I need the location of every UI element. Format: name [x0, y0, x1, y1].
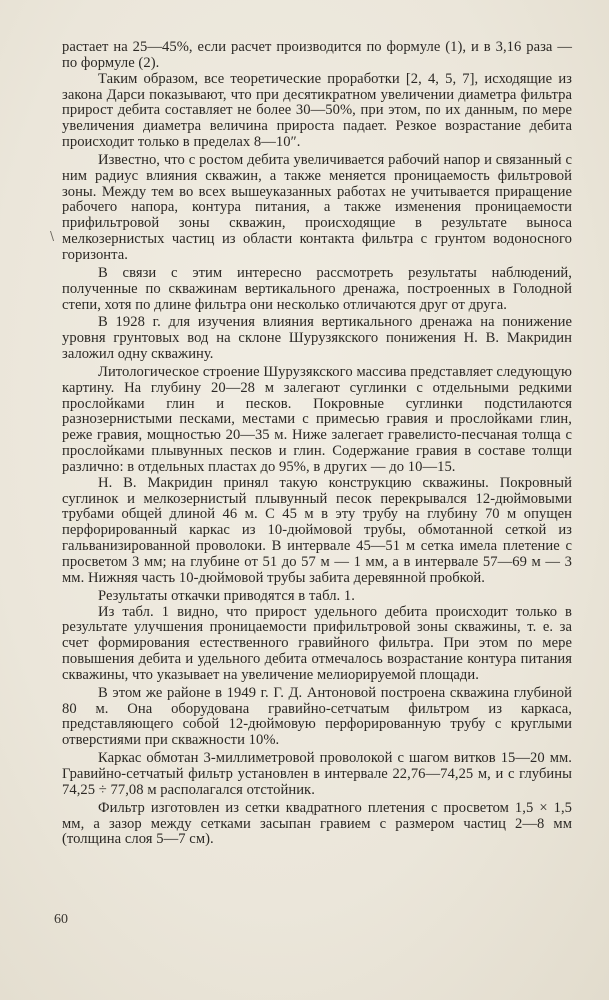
- paragraph-working-head: Известно, что с ростом дебита увеличивается рабочий напор и связанный с ним радиус влияния скважин, а также меняется проницаемость фильтровой зоны. Между тем во всех вышеуказанных работах не учитывается приращение рабочего напора, контура питания, а также изменения проницаемости прифильтровой зоны скважин, происходящие в результате выноса мелкозернистых частиц из области контакта фильтра с грунтом водоносного горизонта.: [62, 151, 572, 263]
- paragraph-darcy-theory: Таким образом, все теоретические проработки [2, 4, 5, 7], исходящие из закона Дарси показывают, что при десятикратном увеличении диаметра фильтра прирост дебита составляет не более 30—50%, при этом, по их данным, по мере увеличения диаметра величина прироста падает. Резкое возрастание дебита происходит только в пределах 8—10″.: [62, 70, 572, 151]
- paragraph-well-construction: Н. В. Макридин принял такую конструкцию скважины. Покровный суглинок и мелкозернистый плывунный песок перекрывался 12-дюймовыми трубами общей длиной 46 м. С 45 м в эту трубу на глубину 70 м опущен перфорированный каркас из 10-дюймовой трубы, обмотанной сеткой из гальванизированной проволоки. В интервале 45—51 м сетка имела плетение с просветом 3 мм; на глубине от 51 до 57 м — 1 мм, а в интервале 57—69 м — 3 мм. Нижняя часть 10-дюймовой трубы забита деревянной пробкой.: [62, 474, 572, 586]
- margin-mark: \: [50, 229, 55, 243]
- paragraph-frame-winding: Каркас обмотан 3-миллиметровой проволокой с шагом витков 15—20 мм. Гравийно-сетчатый фильтр установлен в интервале 22,76—74,25 м, и с глубины 74,25 ÷ 77,08 м располагался отстойник.: [62, 750, 572, 798]
- paragraph-observations: В связи с этим интересно рассмотреть результаты наблюдений, полученные по скважинам вертикального дренажа, построенных в Голодной степи, хотя по длине фильтра они несколько отличаются друг от друга.: [62, 264, 572, 313]
- paragraph-1949-well: В этом же районе в 1949 г. Г. Д. Антоновой построена скважина глубиной 80 м. Она оборудована гравийно-сетчатым фильтром из каркаса, представляющего собой 12-дюймовую перфорированную трубу с круглыми отверстиями при скважности 10%.: [62, 684, 572, 749]
- paragraph-table-analysis: Из табл. 1 видно, что прирост удельного дебита происходит только в результате улучшения проницаемости прифильтровой зоны скважины, т. е. за счет формирования естественного гравийного фильтра. При этом по мере повышения дебита и удельного дебита отмечалось возрастание контура питания скважины, что указывает на увеличение мелиорируемой площади.: [62, 603, 572, 683]
- paragraph-pumping-results: Результаты откачки приводятся в табл. 1.: [98, 587, 355, 604]
- body-text: [62, 40, 572, 848]
- paragraph-filter-mesh: Фильтр изготовлен из сетки квадратного плетения с просветом 1,5 × 1,5 мм, а зазор между сетками засыпан гравием с размером частиц 2—8 мм (толщина слоя 5—7 см).: [62, 799, 572, 848]
- paragraph-lithology: Литологическое строение Шурузякского массива представляет следующую картину. На глубину 20—28 м залегают суглинки с отдельными редкими прослойками глин и песков. Покровные суглинки подстилаются разнозернистыми песками, местами с примесью гравия и прослойками глин, реже гравия, мощностью 20—35 м. Ниже залегает гравелисто-песчаная толща с прослойками плывунных песков и глин. Содержание гравия в составе толщи различно: в отдельных пластах до 95%, в других — до 10—15.: [62, 363, 572, 475]
- paragraph-1928-well: В 1928 г. для изучения влияния вертикального дренажа на понижение уровня грунтовых вод на склоне Шурузякского понижения Н. В. Макридин заложил одну скважину.: [62, 314, 572, 363]
- page-number: 60: [54, 912, 68, 927]
- paragraph-continuation: растает на 25—45%, если расчет производится по формуле (1), и в 3,16 раза — по формуле (2).: [62, 39, 572, 71]
